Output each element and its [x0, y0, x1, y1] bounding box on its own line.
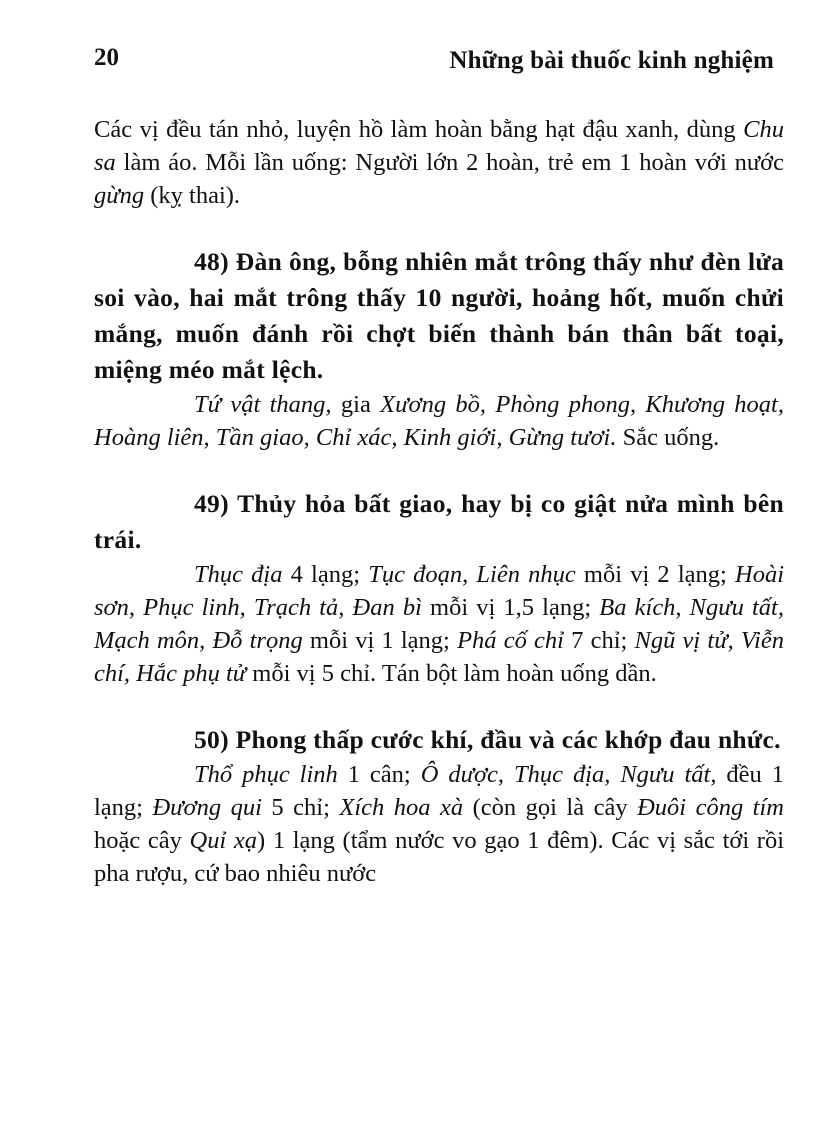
entry-50-text-3: 5 chỉ;: [261, 794, 340, 821]
entry-50-text-4: (còn gọi là cây: [463, 794, 638, 821]
entry-50-text-1: 1 cân;: [337, 761, 421, 788]
entry-50-italic-1: Thổ phục linh: [194, 761, 338, 788]
entry-50-italic-2: Ô dược, Thục địa, Ngưu tất,: [420, 761, 717, 788]
intro-italic-1: Chu sa: [94, 116, 784, 176]
entry-49-text-1: 4 lạng;: [282, 561, 369, 588]
entry-50: [94, 722, 784, 890]
entry-50-heading: 50) Phong thấp cước khí, đầu và các khớp đau nhức.: [194, 725, 781, 754]
entry-50-text-6: ) 1 lạng (tẩm nước vo gạo 1 đêm). Các vị sắc tới rồi pha rượu, cứ bao nhiêu nước: [94, 827, 784, 887]
entry-49-text-2: mỗi vị 2 lạng;: [575, 561, 735, 588]
entry-48-heading: 48) Đàn ông, bỗng nhiên mắt trông thấy như đèn lửa soi vào, hai mắt trông thấy 10 người, hoảng hốt, muốn chửi mắng, muốn đánh rồi chợt biến thành bán thân bất toại, miệng méo mắt lệch.: [94, 247, 784, 384]
entry-49-text: [94, 558, 784, 690]
entry-49-italic-4: Ba kích, Ngưu tất, Mạch môn, Đỗ trọng: [94, 594, 784, 654]
intro-text-3: (kỵ thai).: [144, 182, 241, 209]
entry-50-text-2: đều 1 lạng;: [94, 761, 784, 821]
entry-49: [94, 486, 784, 690]
entry-48-text-1: gia: [331, 391, 381, 418]
entry-48-italic-1: Tứ vật thang,: [194, 391, 332, 418]
intro-paragraph: [94, 113, 784, 212]
intro-text-2: làm áo. Mỗi lần uống: Người lớn 2 hoàn, trẻ em 1 hoàn với nước: [115, 149, 784, 176]
entry-49-text-3: mỗi vị 1,5 lạng;: [421, 594, 600, 621]
entry-50-text: [94, 758, 784, 890]
entry-50-italic-5: Đuôi công tím: [637, 794, 784, 821]
entry-50-italic-6: Quỉ xạ: [189, 827, 258, 854]
entry-49-text-6: mỗi vị 5 chỉ. Tán bột làm hoàn uống dần.: [246, 660, 657, 687]
entry-50-text-5: hoặc cây: [94, 827, 190, 854]
entry-48-text-2: Sắc uống.: [616, 424, 720, 451]
entry-48: [94, 244, 784, 454]
entry-49-italic-2: Tục đoạn, Liên nhục: [368, 561, 576, 588]
entry-48-text: [94, 388, 784, 454]
entry-50-italic-4: Xích hoa xà: [339, 794, 464, 821]
page-number: 20: [94, 44, 119, 71]
page-header: [94, 44, 784, 84]
page-body: [94, 113, 784, 890]
entry-50-italic-3: Đương qui: [152, 794, 262, 821]
entry-49-italic-6: Ngũ vị tử, Viễn chí, Hắc phụ tử: [94, 627, 784, 687]
entry-49-text-5: 7 chỉ;: [563, 627, 635, 654]
entry-49-heading: 49) Thủy hỏa bất giao, hay bị co giật nửa mình bên trái.: [94, 489, 784, 554]
running-title: Những bài thuốc kinh nghiệm: [449, 47, 774, 74]
intro-text-1: Các vị đều tán nhỏ, luyện hồ làm hoàn bằng hạt đậu xanh, dùng: [94, 116, 744, 143]
intro-italic-2: gừng: [94, 182, 145, 209]
entry-49-text-4: mỗi vị 1 lạng;: [302, 627, 458, 654]
entry-49-italic-1: Thục địa: [194, 561, 283, 588]
entry-49-italic-3: Hoài sơn, Phục linh, Trạch tả, Đan bì: [94, 561, 784, 621]
entry-48-italic-2: Xương bồ, Phòng phong, Khương hoạt, Hoàng liên, Tần giao, Chỉ xác, Kinh giới, Gừng tươi.: [94, 391, 784, 451]
entry-49-italic-5: Phá cố chỉ: [457, 627, 564, 654]
